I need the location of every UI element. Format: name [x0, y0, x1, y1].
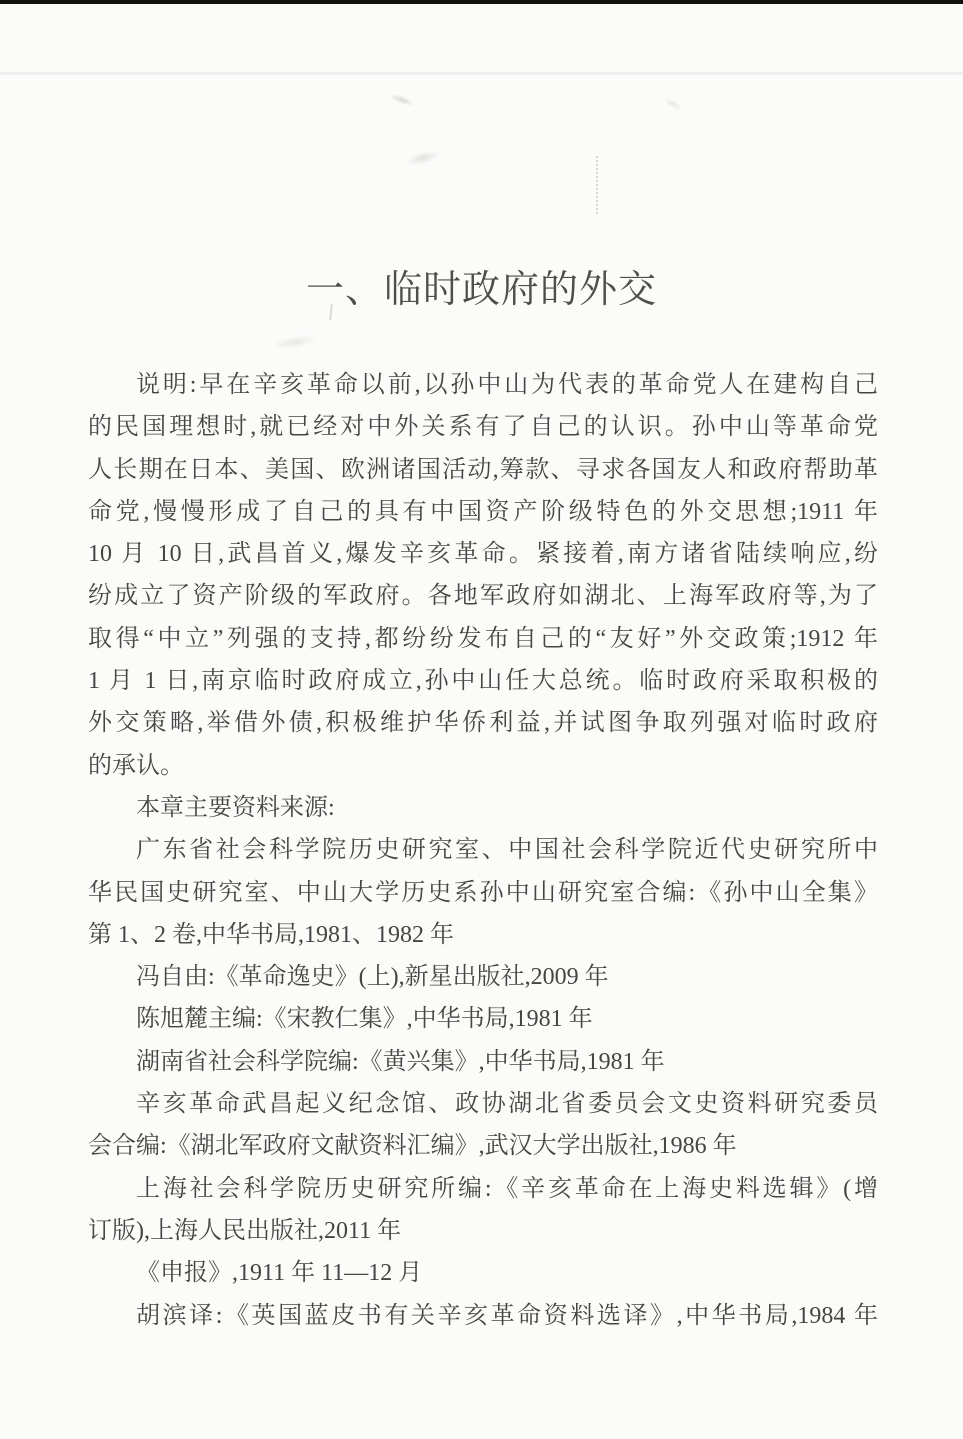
text-line: 10 月 10 日,武昌首义,爆发辛亥革命。紧接着,南方诸省陆续响应,纷: [88, 541, 878, 568]
text-line: 1 月 1 日,南京临时政府成立,孙中山任大总统。临时政府采取积极的: [88, 668, 878, 695]
text-line: 的民国理想时,就已经对中外关系有了自己的认识。孙中山等革命党: [88, 414, 878, 441]
body-text: [88, 364, 878, 1337]
text-line: 的承认。: [88, 752, 184, 779]
chapter-title: 一、临时政府的外交: [305, 269, 657, 311]
text-line: 胡滨译:《英国蓝皮书有关辛亥革命资料选译》,中华书局,1984 年: [136, 1302, 878, 1329]
text-line: 纷成立了资产阶级的军政府。各地军政府如湖北、上海军政府等,为了: [88, 583, 878, 610]
scan-smudge: [661, 95, 684, 113]
scan-edge-top: [0, 0, 963, 4]
text-line: 华民国史研究室、中山大学历史系孙中山研究室合编:《孙中山全集》: [88, 879, 878, 906]
scan-smudge: [271, 333, 318, 351]
text-line: 第 1、2 卷,中华书局,1981、1982 年: [88, 921, 454, 948]
text-line: 冯自由:《革命逸史》(上),新星出版社,2009 年: [136, 964, 609, 991]
scan-dotted-line: [596, 156, 600, 214]
scan-smudge: [405, 148, 441, 168]
text-line: 辛亥革命武昌起义纪念馆、政协湖北省委员会文史资料研究委员: [136, 1091, 878, 1118]
text-line: 广东省社会科学院历史研究室、中国社会科学院近代史研究所中: [136, 837, 878, 864]
text-line: 湖南省社会科学院编:《黄兴集》,中华书局,1981 年: [136, 1048, 665, 1075]
text-line: 陈旭麓主编:《宋教仁集》,中华书局,1981 年: [136, 1006, 593, 1033]
text-line: 人长期在日本、美国、欧洲诸国活动,筹款、寻求各国友人和政府帮助革: [88, 456, 878, 483]
text-line: 会合编:《湖北军政府文献资料汇编》,武汉大学出版社,1986 年: [88, 1133, 737, 1160]
text-line: 说明:早在辛亥革命以前,以孙中山为代表的革命党人在建构自己: [136, 372, 878, 398]
scan-smudge: [387, 91, 416, 108]
text-line: 外交策略,举借外债,积极维护华侨利益,并试图争取列强对临时政府: [88, 710, 878, 737]
text-line: 本章主要资料来源:: [136, 794, 335, 821]
scan-band: [0, 72, 963, 75]
text-line: 上海社会科学院历史研究所编:《辛亥革命在上海史料选辑》(增: [136, 1175, 878, 1202]
text-line: 《申报》,1911 年 11—12 月: [136, 1260, 423, 1287]
text-line: 订版),上海人民出版社,2011 年: [88, 1217, 402, 1244]
text-line: 取得“中立”列强的支持,都纷纷发布自己的“友好”外交政策;1912 年: [88, 625, 878, 652]
text-line: 命党,慢慢形成了自己的具有中国资产阶级特色的外交思想;1911 年: [88, 498, 878, 525]
